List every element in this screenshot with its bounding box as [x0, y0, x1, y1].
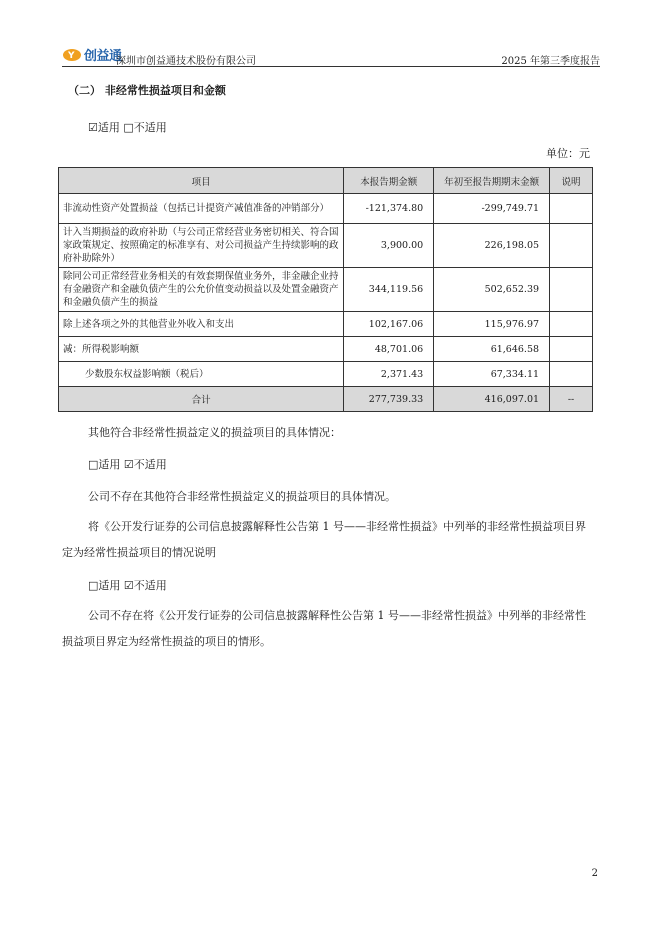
row-note	[550, 337, 593, 362]
row-item: 少数股东权益影响额（税后）	[59, 362, 344, 387]
total-label: 合计	[59, 387, 344, 412]
paragraph-other-items: 其他符合非经常性损益定义的损益项目的具体情况：	[88, 426, 341, 439]
company-name: 深圳市创益通技术股份有限公司	[116, 56, 256, 67]
column-header-ytd: 年初至报告期期末金额	[434, 168, 550, 194]
logo-icon	[62, 46, 82, 62]
row-ytd: -299,749.71	[434, 194, 550, 224]
row-item: 非流动性资产处置损益（包括已计提资产减值准备的冲销部分）	[59, 194, 344, 224]
row-current: 102,167.06	[344, 312, 434, 337]
paragraph-no-reclassification: 公司不存在将《公开发行证券的公司信息披露解释性公告第 1 号——非经常性损益》中列举的非经常性损益项目界定为经常性损益的项目的情形。	[62, 609, 586, 648]
column-header-current: 本报告期金额	[344, 168, 434, 194]
report-title: 2025 年第三季度报告	[501, 56, 600, 67]
page-header	[62, 44, 600, 67]
paragraph-reclassification-note: 将《公开发行证券的公司信息披露解释性公告第 1 号——非经常性损益》中列举的非经常性损益项目界定为经常性损益项目的情况说明	[62, 520, 586, 559]
row-current: 3,900.00	[344, 224, 434, 268]
row-item: 除上述各项之外的其他营业外收入和支出	[59, 312, 344, 337]
row-ytd: 502,652.39	[434, 268, 550, 312]
row-ytd: 67,334.11	[434, 362, 550, 387]
column-header-note: 说明	[550, 168, 593, 194]
row-note	[550, 194, 593, 224]
row-note	[550, 268, 593, 312]
total-current: 277,739.33	[344, 387, 434, 412]
table-header-row	[59, 168, 593, 194]
row-current: 2,371.43	[344, 362, 434, 387]
row-ytd: 226,198.05	[434, 224, 550, 268]
table-total-row	[59, 387, 593, 412]
total-ytd: 416,097.01	[434, 387, 550, 412]
row-ytd: 115,976.97	[434, 312, 550, 337]
table-row	[59, 224, 593, 268]
applicable-status-2: □适用 ☑不适用	[88, 458, 167, 471]
applicable-status: ☑适用 □不适用	[88, 121, 167, 134]
unit-label: 单位：元	[546, 147, 590, 160]
column-header-item: 项目	[59, 168, 344, 194]
non-recurring-table	[58, 167, 593, 412]
company-logo	[62, 44, 122, 64]
row-ytd: 61,646.58	[434, 337, 550, 362]
row-current: -121,374.80	[344, 194, 434, 224]
svg-text:Y: Y	[68, 51, 75, 61]
applicable-status-3: □适用 ☑不适用	[88, 579, 167, 592]
table-row	[59, 312, 593, 337]
row-note	[550, 224, 593, 268]
logo-text: 创益通	[84, 48, 122, 64]
row-item: 减：所得税影响额	[59, 337, 344, 362]
table-row	[59, 337, 593, 362]
row-item: 除同公司正常经营业务相关的有效套期保值业务外，非金融企业持有金融资产和金融负债产生的公允价值变动损益以及处置金融资产和金融负债产生的损益	[59, 268, 344, 312]
section-title: （二） 非经常性损益项目和金额	[68, 84, 226, 97]
row-item: 计入当期损益的政府补助（与公司正常经营业务密切相关、符合国家政策规定、按照确定的标准享有、对公司损益产生持续影响的政府补助除外）	[59, 224, 344, 268]
table-row	[59, 362, 593, 387]
row-current: 48,701.06	[344, 337, 434, 362]
total-note: --	[550, 387, 593, 412]
paragraph-no-other-items: 公司不存在其他符合非经常性损益定义的损益项目的具体情况。	[88, 490, 396, 503]
table-row	[59, 194, 593, 224]
table-row	[59, 268, 593, 312]
row-current: 344,119.56	[344, 268, 434, 312]
row-note	[550, 312, 593, 337]
page-number: 2	[591, 868, 598, 879]
row-note	[550, 362, 593, 387]
